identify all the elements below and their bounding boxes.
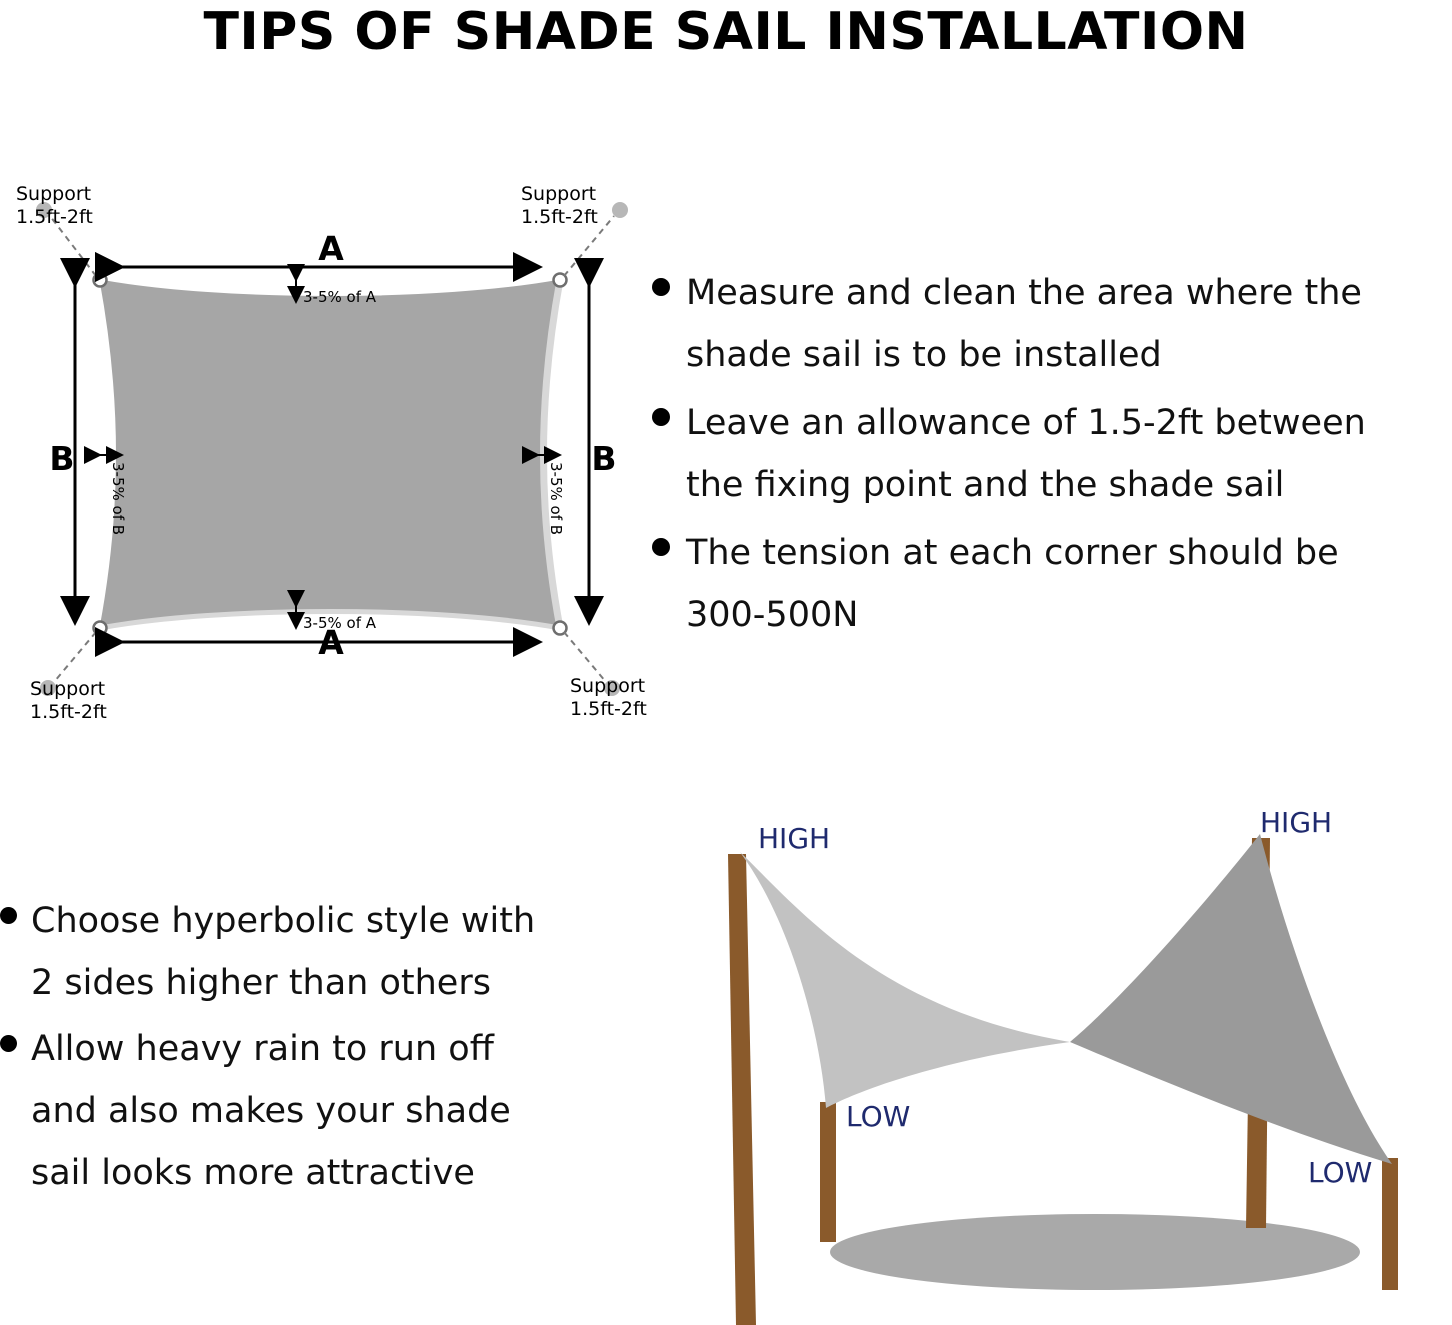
list-item-line: 300-500N bbox=[686, 595, 859, 635]
support-label-bottom-right-line2: 1.5ft-2ft bbox=[570, 698, 647, 720]
support-label-bottom-left-line2: 1.5ft-2ft bbox=[30, 701, 107, 723]
list-item bbox=[652, 392, 1452, 516]
bullet-dot-icon bbox=[652, 408, 670, 426]
list-item-line: Measure and clean the area where the bbox=[686, 273, 1362, 313]
list-item-text bbox=[31, 890, 535, 1014]
bullet-dot-icon bbox=[652, 538, 670, 556]
curve-a-bottom-label: 3-5% of A bbox=[303, 614, 377, 632]
list-item-text bbox=[31, 1018, 511, 1204]
hyperbolic-sail-diagram bbox=[640, 790, 1452, 1325]
list-item-line: shade sail is to be installed bbox=[686, 335, 1162, 375]
dimension-b-right-label: B bbox=[591, 439, 617, 478]
support-label-top-left-line1: Support bbox=[16, 183, 92, 205]
curve-a-top-label: 3-5% of A bbox=[303, 288, 377, 306]
support-label-bottom-right-line1: Support bbox=[570, 675, 646, 697]
support-label-top-right-line1: Support bbox=[521, 183, 597, 205]
bullet-dot-icon bbox=[0, 1035, 17, 1052]
list-item bbox=[652, 522, 1452, 646]
list-item-text bbox=[686, 392, 1366, 516]
list-item-text bbox=[686, 262, 1362, 386]
support-label-top-right-line2: 1.5ft-2ft bbox=[521, 206, 598, 228]
bullet-dot-icon bbox=[652, 278, 670, 296]
list-item-line: and also makes your shade bbox=[31, 1091, 511, 1131]
rectangular-sail-diagram bbox=[0, 150, 660, 750]
support-label-top-left-line2: 1.5ft-2ft bbox=[16, 206, 93, 228]
label-high-right: HIGH bbox=[1260, 806, 1333, 839]
curve-b-right-label: 3-5% of B bbox=[547, 462, 565, 536]
label-high-left: HIGH bbox=[758, 822, 831, 855]
list-item bbox=[0, 890, 640, 1014]
list-item-line: 2 sides higher than others bbox=[31, 963, 491, 1003]
support-label-bottom-left-line1: Support bbox=[30, 678, 106, 700]
page-title: TIPS OF SHADE SAIL INSTALLATION bbox=[203, 2, 1249, 62]
tips-list-bottom bbox=[0, 890, 640, 1208]
list-item-line: sail looks more attractive bbox=[31, 1153, 475, 1193]
list-item-line: Leave an allowance of 1.5-2ft between bbox=[686, 403, 1366, 443]
list-item-line: The tension at each corner should be bbox=[686, 533, 1339, 573]
label-low-left: LOW bbox=[846, 1100, 911, 1133]
list-item bbox=[0, 1018, 640, 1204]
curve-b-left-label: 3-5% of B bbox=[109, 462, 127, 536]
list-item bbox=[652, 262, 1452, 386]
label-low-right: LOW bbox=[1308, 1156, 1373, 1189]
bullet-dot-icon bbox=[0, 907, 17, 924]
list-item-line: Choose hyperbolic style with bbox=[31, 901, 536, 941]
list-item-line: the fixing point and the shade sail bbox=[686, 465, 1285, 505]
dimension-a-top-label: A bbox=[318, 229, 344, 268]
tips-list-top bbox=[652, 262, 1452, 652]
dimension-a-bottom-label: A bbox=[318, 623, 344, 662]
dimension-b-left-label: B bbox=[49, 439, 75, 478]
list-item-line: Allow heavy rain to run off bbox=[31, 1029, 494, 1069]
list-item-text bbox=[686, 522, 1339, 646]
